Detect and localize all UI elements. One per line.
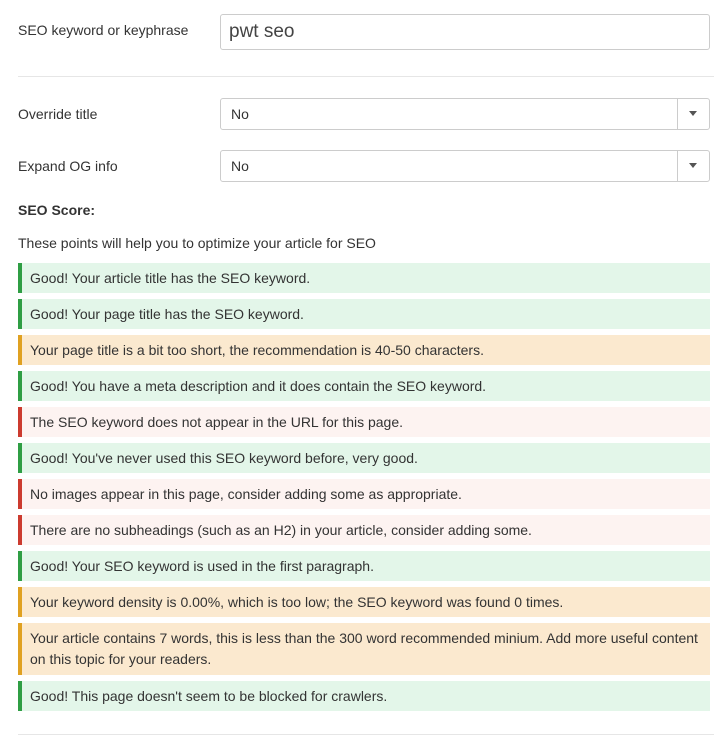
seo-intro-text: These points will help you to optimize your article for SEO (18, 235, 376, 251)
override-title-select[interactable] (220, 98, 710, 130)
seo-tip-problem: The SEO keyword does not appear in the URL for this page. (18, 407, 710, 437)
keyword-label: SEO keyword or keyphrase (18, 22, 189, 38)
expand-og-select[interactable] (220, 150, 710, 182)
seo-tip-good: Good! You have a meta description and it does contain the SEO keyword. (18, 371, 710, 401)
seo-tip-good: Good! Your SEO keyword is used in the first paragraph. (18, 551, 710, 581)
override-title-label: Override title (18, 106, 98, 122)
expand-og-dropdown-toggle[interactable] (677, 151, 709, 181)
override-title-row (0, 98, 728, 130)
seo-tip-good: Good! Your page title has the SEO keyword. (18, 299, 710, 329)
seo-tip-good: Good! Your article title has the SEO keyword. (18, 263, 710, 293)
seo-tips-list (18, 263, 710, 717)
override-title-dropdown-toggle[interactable] (677, 99, 709, 129)
seo-tip-warning: Your keyword density is 0.00%, which is too low; the SEO keyword was found 0 times. (18, 587, 710, 617)
seo-tip-good: Good! This page doesn't seem to be blocked for crawlers. (18, 681, 710, 711)
seo-tip-warning: Your article contains 7 words, this is less than the 300 word recommended minium. Add more useful content on this topic for your readers. (18, 623, 710, 675)
seo-tip-problem: No images appear in this page, consider adding some as appropriate. (18, 479, 710, 509)
divider (18, 76, 714, 77)
seo-tip-problem: There are no subheadings (such as an H2) in your article, consider adding some. (18, 515, 710, 545)
keyword-input[interactable] (220, 14, 710, 50)
override-title-value: No (231, 106, 249, 122)
divider (18, 734, 714, 735)
seo-tip-warning: Your page title is a bit too short, the recommendation is 40-50 characters. (18, 335, 710, 365)
expand-og-label: Expand OG info (18, 158, 118, 174)
seo-score-heading: SEO Score: (18, 202, 96, 218)
seo-tip-good: Good! You've never used this SEO keyword before, very good. (18, 443, 710, 473)
expand-og-row (0, 150, 728, 182)
expand-og-value: No (231, 158, 249, 174)
chevron-down-icon (689, 111, 697, 116)
chevron-down-icon (689, 163, 697, 168)
keyword-row (0, 0, 728, 62)
